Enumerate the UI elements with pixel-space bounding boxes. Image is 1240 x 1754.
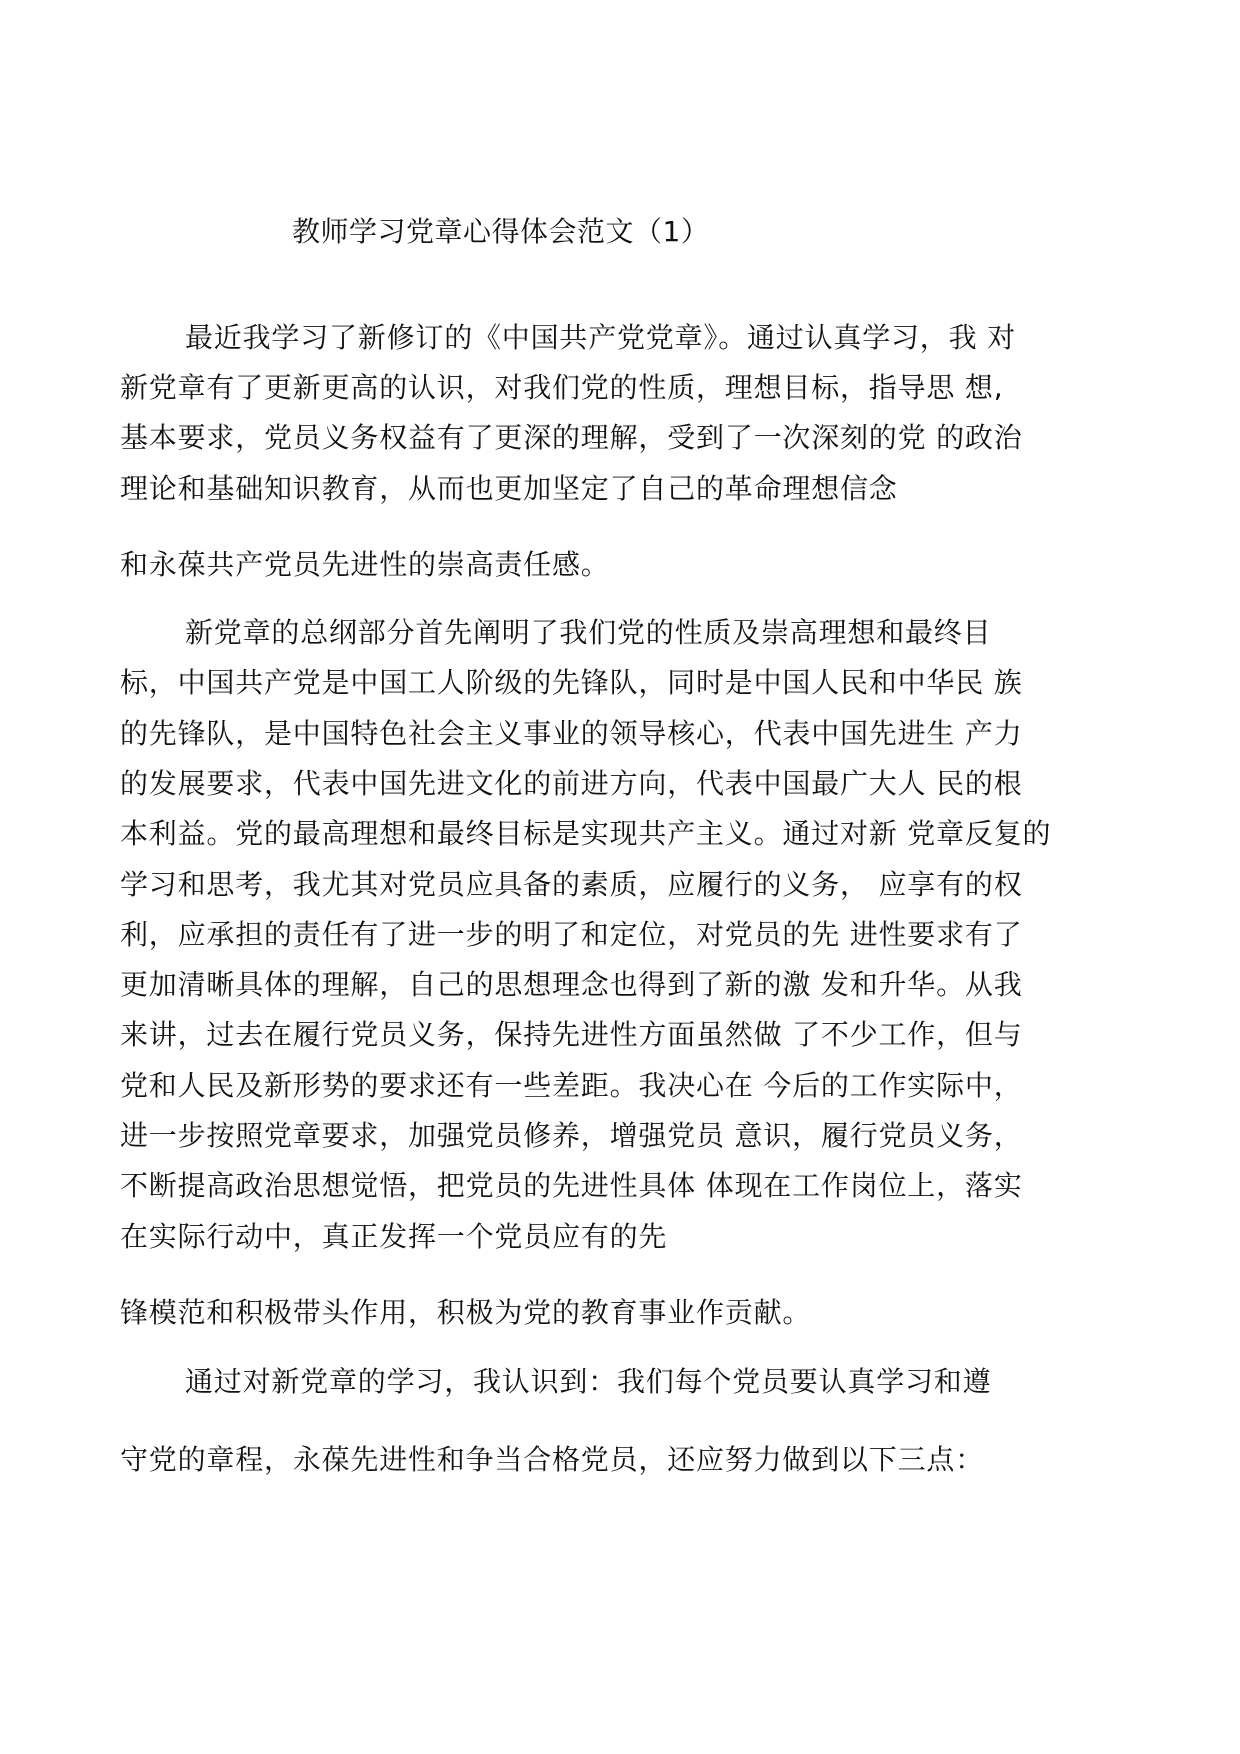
- text-line: 通过对新党章的学习，我认识到：我们每个党员要认真学习和遵: [185, 1365, 992, 1398]
- text-line: 不断提高政治思想觉悟，把党员的先进性具体 体现在工作岗位上，落实: [120, 1169, 1023, 1202]
- text-line: 新党章的总纲部分首先阐明了我们党的性质及崇高理想和最终目: [185, 616, 992, 649]
- document-title: 教师学习党章心得体会范文（1）: [292, 215, 710, 248]
- text-line: 本利益。党的最高理想和最终目标是实现共产主义。通过对新 党章反复的: [120, 817, 1052, 850]
- text-line: 标，中国共产党是中国工人阶级的先锋队，同时是中国人民和中华民 族: [120, 666, 1023, 699]
- text-line: 新党章有了更新更高的认识，对我们党的性质，理想目标，指导思 想,: [120, 371, 1004, 404]
- text-line: 学习和思考，我尤其对党员应具备的素质，应履行的义务， 应享有的权: [120, 868, 1023, 901]
- text-line: 进一步按照党章要求，加强党员修养，增强党员 意识，履行党员义务，: [120, 1119, 1023, 1152]
- text-line: 的先锋队，是中国特色社会主义事业的领导核心，代表中国先进生 产力: [120, 717, 1023, 750]
- text-line: 守党的章程，永葆先进性和争当合格党员，还应努力做到以下三点：: [120, 1443, 985, 1476]
- text-line: 党和人民及新形势的要求还有一些差距。我决心在 今后的工作实际中，: [120, 1069, 1023, 1102]
- text-line: 理论和基础知识教育，从而也更加坚定了自己的革命理想信念: [120, 472, 898, 505]
- text-line: 基本要求，党员义务权益有了更深的理解，受到了一次深刻的党 的政治: [120, 421, 1023, 454]
- text-line: 在实际行动中，真正发挥一个党员应有的先: [120, 1220, 668, 1253]
- text-line: 和永葆共产党员先进性的崇高责任感。: [120, 548, 610, 581]
- text-line: 锋模范和积极带头作用，积极为党的教育事业作贡献。: [120, 1296, 812, 1329]
- text-line: 来讲，过去在履行党员义务，保持先进性方面虽然做 了不少工作，但与: [120, 1018, 1023, 1051]
- text-line: 利，应承担的责任有了进一步的明了和定位，对党员的先 进性要求有了: [120, 918, 1023, 951]
- text-line: 的发展要求，代表中国先进文化的前进方向，代表中国最广大人 民的根: [120, 767, 1023, 800]
- text-line: 更加清晰具体的理解，自己的思想理念也得到了新的激 发和升华。从我: [120, 968, 1023, 1001]
- text-line: 最近我学习了新修订的《中国共产党党章》。通过认真学习，我 对: [185, 321, 1016, 354]
